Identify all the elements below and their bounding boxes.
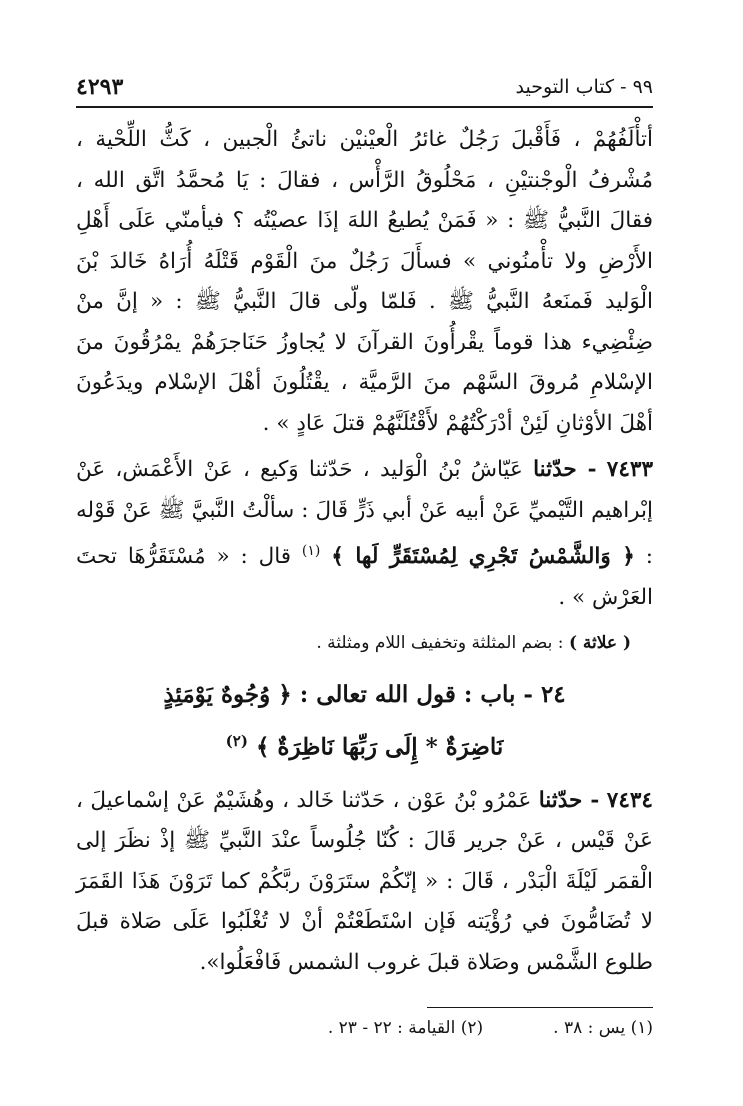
hadith-continuation-text: أتأْلَفُهُمْ ، فَأَقْبلَ رَجُلٌ غائرُ الْعيْنيْن ناتئُ الْجبين ، كَثُّ اللِّحْية ، مُشْرفُ الْوجْنتيْنِ ، مَحْلُوقُ الرَّأْس ، فقالَ : يَا مُحمَّدُ اتَّق الله ، فقالَ النَّبيُّ ﷺ : « فَمَنْ يُطيعُ اللهَ إذَا عصيْتُه ؟ فيأمنّي عَلَى أَهْلِ الأَرْضِ ولا تأْمنُوني » فسأَلَ رَجُلٌ منَ الْقَوْم قَتْلَهُ أُرَاهُ خَالدَ بْنَ الْوَليد فَمنَعهُ النَّبيُّ ﷺ . فَلمّا ولّى قالَ النَّبيُّ ﷺ : « إنَّ منْ ضِئْضِيء هذا قوماً يقْرأُونَ القرآنَ لا يُجاوزُ حَنَاجرَهُمْ يمْرُقُونَ منَ الإسْلامِ مُروقَ السَّهْم منَ الرَّميَّة ، يقْتُلُونَ أهْلَ الإسْلام ويدَعُونَ أهْلَ الأوْثانِ لَئِنْ أدْرَكْتُهُمْ لأَقْتُلَنَّهُمْ قتلَ عَادٍ » . <box>76 127 653 436</box>
footnotes <box>76 1018 653 1038</box>
hadith-number: ٧٤٣٣ <box>606 457 653 482</box>
footnote-2: (٢) القيامة : ٢٢ - ٢٣ . <box>327 1018 484 1039</box>
quran-verse: ﴿ وَالشَّمْسُ تَجْرِي لِمُسْتَقَرٍّ لَها ﴾ <box>331 544 635 570</box>
chapter-heading-line1: ٢٤ - باب : قول الله تعالى : ﴿ وُجُوهٌ يَوْمَئِذٍ <box>163 681 566 709</box>
chapter-heading <box>76 672 653 771</box>
glossary-text: : بضم المثلثة وتخفيف اللام ومثلثة . <box>316 633 564 654</box>
page-number: ٤٢٩٣ <box>76 74 124 100</box>
footnote-1: (١) يس : ٣٨ . <box>553 1018 653 1039</box>
book-page <box>76 70 653 1038</box>
hadith-text: عَمْرُو بْنُ عَوْن ، حَدّثنا خَالد ، وهُشَيْمٌ عَنْ إسْماعيلَ ، عَنْ قَيْس ، عَنْ جرير قَالَ : كُنّا جُلُوساً عنْدَ النَّبيِّ ﷺ إذْ نظَرَ إلى الْقمَر لَيْلَةَ الْبَدْر ، قَالَ : « إنّكُمْ ستَرَوْنَ ربَّكُمْ كما تَرَوْنَ هَذَا القَمَرَ لا تُضَامُّونَ في رُؤْيَته فَإن اسْتَطَعْتُمْ أنْ لا تُغْلَبُوا عَلَى صَلاة قبلَ طلوع الشَّمْس وصَلاة قبلَ غروب الشمس فَافْعَلُوا». <box>76 787 653 975</box>
footnote-ref: (٢) <box>225 732 248 751</box>
footnote-ref: (١) <box>301 543 321 559</box>
hadith-7433: ٧٤٣٣ - حدّثنا عَيّاشُ بْنُ الْوَليد ، حَدّثنا وَكيع ، عَنْ الأَعْمَش، عَنْ إبْراهيم التَّيْميِّ عَنْ أبيه عَنْ أبي ذَرٍّ قَالَ : سألْتُ النَّبيَّ ﷺ عَنْ قَوْله : ﴿ وَالشَّمْسُ تَجْرِي لِمُسْتَقَرٍّ لَها ﴾ $^{(١)}$ قال : « مُسْتَقَرُّهَا تحتَ العَرْش » . <box>76 457 653 610</box>
hadith-text-end: قال : « مُسْتَقَرُّهَا تحتَ العَرْش » . <box>76 544 653 610</box>
hadith-lead: حدّثنا <box>538 787 583 813</box>
page-body <box>76 120 653 983</box>
footnote-separator <box>427 1007 653 1008</box>
chapter-heading-line2: نَاضِرَةٌ * إِلَى رَبِّهَا نَاظِرَةٌ ﴾ <box>255 733 504 761</box>
hadith-7434: ٧٤٣٤ - حدّثنا عَمْرُو بْنُ عَوْن ، حَدّثنا خَالد ، وهُشَيْمٌ عَنْ إسْماعيلَ ، عَنْ قَيْس ، عَنْ جرير قَالَ : كُنّا جُلُوساً عنْدَ النَّبيِّ ﷺ إذْ نظَرَ إلى الْقمَر لَيْلَةَ الْبَدْر ، قَالَ : « إنّكُمْ ستَرَوْنَ ربَّكُمْ كما تَرَوْنَ هَذَا القَمَرَ لا تُضَامُّونَ في رُؤْيَته فَإن اسْتَطَعْتُمْ أنْ لا تُغْلَبُوا عَلَى صَلاة قبلَ طلوع الشَّمْس وصَلاة قبلَ غروب الشمس فَافْعَلُوا». <box>76 787 653 975</box>
page-header <box>76 70 653 108</box>
hadith-text: عَيّاشُ بْنُ الْوَليد ، حَدّثنا وَكيع ، عَنْ الأَعْمَش، عَنْ إبْراهيم التَّيْميِّ عَنْ أبيه عَنْ أبي ذَرٍّ قَالَ : سألْتُ النَّبيَّ ﷺ عَنْ قَوْله : <box>76 457 653 570</box>
glossary-term: ( علاثة ) <box>568 633 631 654</box>
hadith-continuation <box>76 120 653 444</box>
chapter-title: ٩٩ - كتاب التوحيد <box>515 76 653 98</box>
hadith-number: ٧٤٣٤ <box>606 787 653 813</box>
glossary-note <box>76 626 653 660</box>
hadith-lead: حدّثنا <box>533 457 577 482</box>
